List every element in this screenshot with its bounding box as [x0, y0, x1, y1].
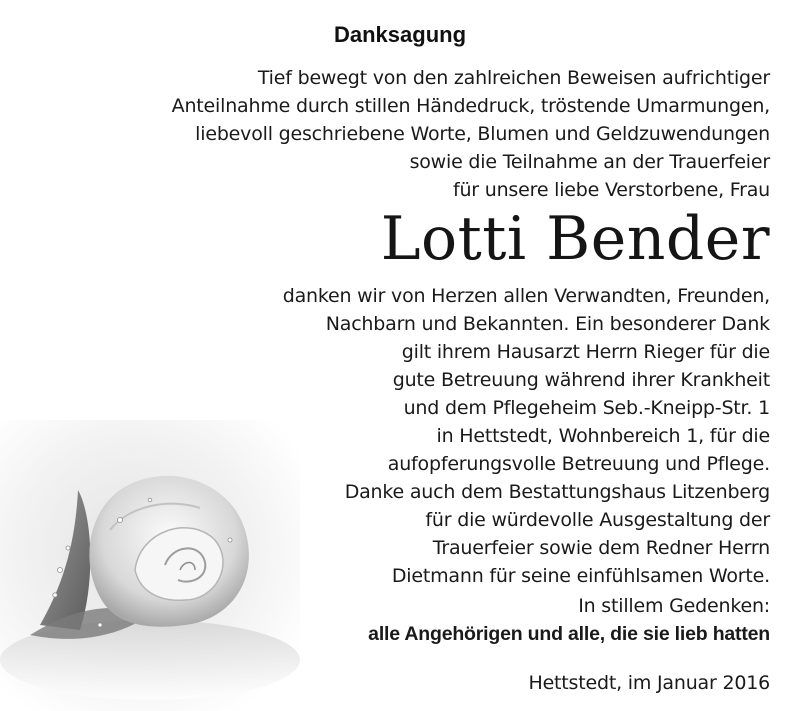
body-text [283, 282, 770, 590]
closing-text: In stillem Gedenken: [578, 595, 770, 617]
body-line: Nachbarn und Bekannten. Ein besonderer Dank [325, 313, 770, 335]
body-line: Trauerfeier sowie dem Redner Herrn [432, 537, 770, 559]
body-line: gute Betreuung während ihrer Krankheit [392, 369, 770, 391]
body-line: für die würdevolle Ausgestaltung der [425, 509, 770, 531]
intro-text [172, 64, 770, 204]
body-line: gilt ihrem Hausarzt Herrn Rieger für die [401, 341, 770, 363]
body-line: danken wir von Herzen allen Verwandten, Freunden, [282, 285, 770, 307]
signature: alle Angehörigen und alle, die sie lieb hatten [368, 623, 770, 645]
body-line: Danke auch dem Bestattungshaus Litzenberg [344, 481, 770, 503]
notice-heading: Danksagung [333, 22, 467, 47]
rose-image [0, 420, 300, 711]
body-line: Dietmann für seine einfühlsamen Worte. [391, 565, 770, 587]
place-date: Hettstedt, im Januar 2016 [528, 672, 770, 694]
body-line: in Hettstedt, Wohnbereich 1, für die [436, 425, 770, 447]
body-line: aufopferungsvolle Betreuung und Pflege. [387, 453, 770, 475]
intro-line: Anteilnahme durch stillen Händedruck, tröstende Umarmungen, [171, 95, 770, 117]
intro-line: sowie die Teilnahme an der Trauerfeier [409, 151, 770, 173]
deceased-name: Lotti Bender [380, 204, 770, 274]
body-line: und dem Pflegeheim Seb.-Kneipp-Str. 1 [403, 397, 770, 419]
intro-line: Tief bewegt von den zahlreichen Beweisen aufrichtiger [257, 67, 770, 89]
intro-line: liebevoll geschriebene Worte, Blumen und Geldzuwendungen [195, 123, 770, 145]
closing-block [368, 592, 770, 648]
intro-line: für unsere liebe Verstorbene, Frau [452, 179, 770, 201]
